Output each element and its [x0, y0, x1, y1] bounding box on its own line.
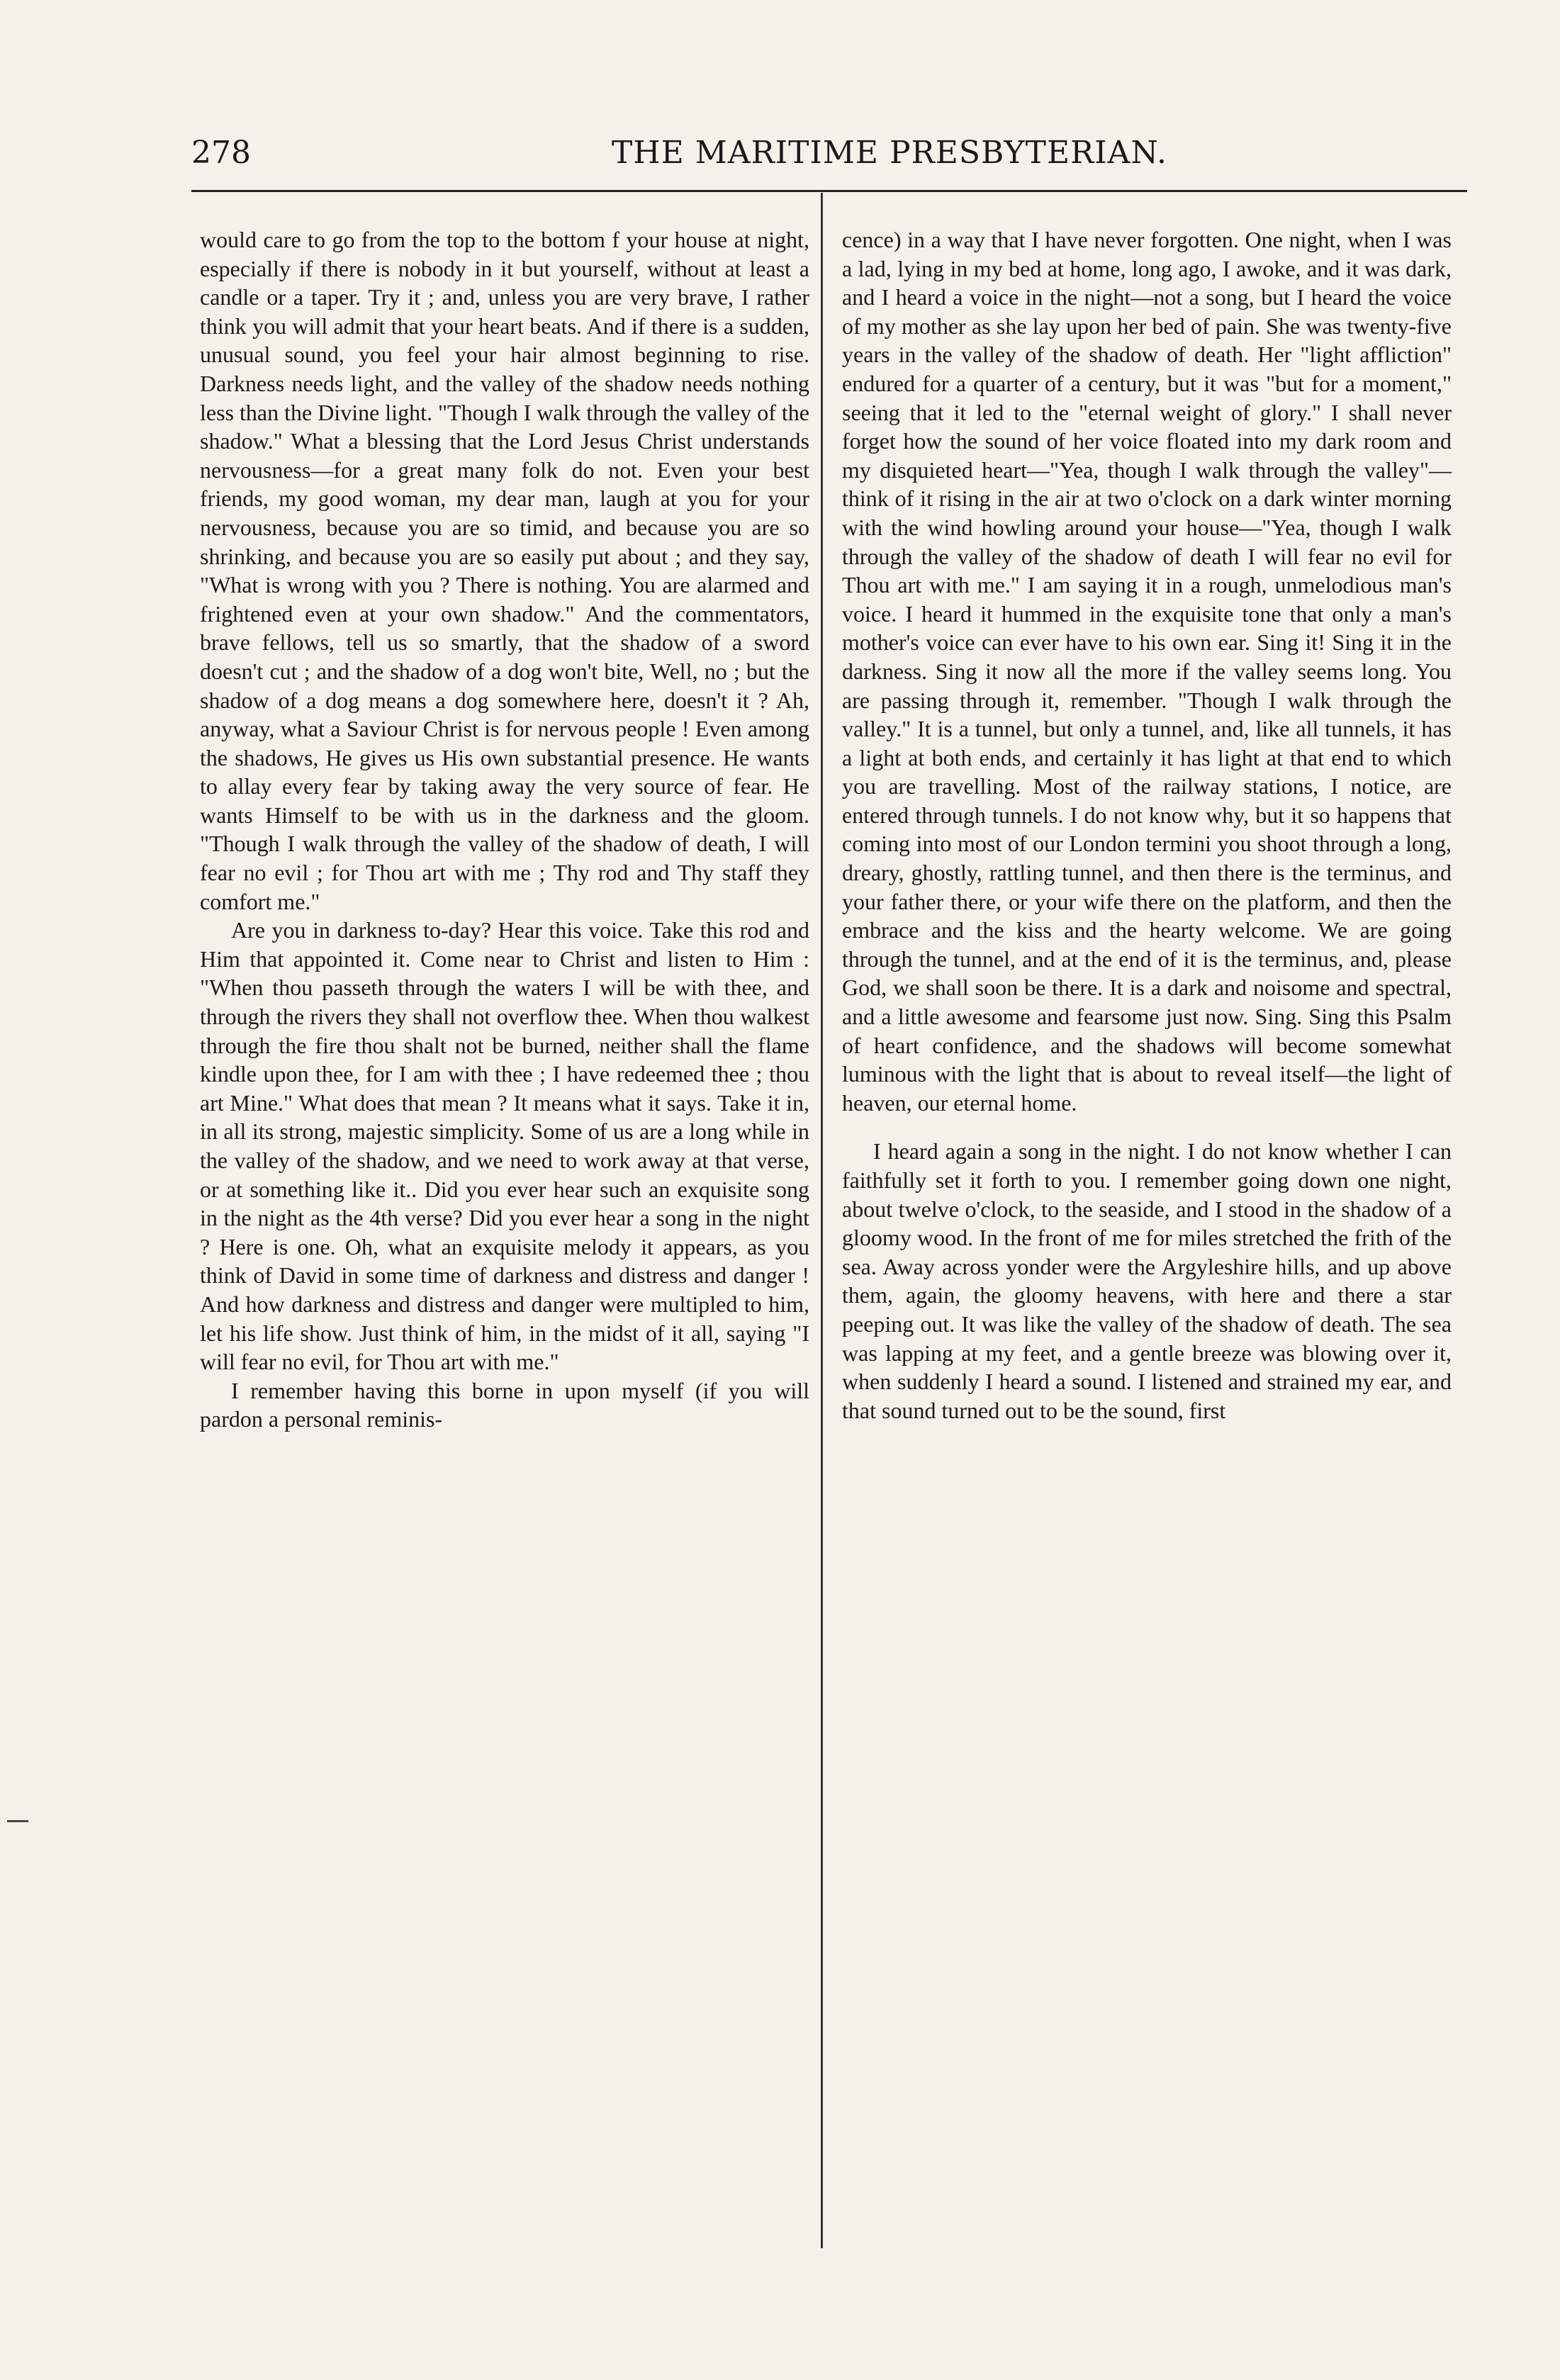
margin-mark [7, 1820, 28, 1822]
page-header [191, 132, 1467, 174]
header-rule [191, 190, 1467, 192]
column-divider [821, 193, 823, 2248]
paragraph: Are you in darkness to-day? Hear this voice. Take this rod and Him that appointed it. Come near to Christ and listen to Him : "When thou passeth through the waters I will be with thee, and through the rivers they shall not overflow thee. When thou walkest through the fire thou shalt not be burned, neither shall the flame kindle upon thee, for I am with thee ; I have redeemed thee ; thou art Mine." What does that mean ? It means what it says. Take it in, in all its strong, majestic simplicity. Some of us are a long while in the valley of the shadow, and we need to work away at that verse, or at something like it.. Did you ever hear such an exquisite song in the night as the 4th verse? Did you ever hear a song in the night ? Here is one. Oh, what an exquisite melody it appears, as you think of David in some time of darkness and distress and danger ! And how darkness and distress and danger were multipled to him, let his life show. Just think of him, in the midst of it all, saying "I will fear no evil, for Thou art with me." [200, 917, 809, 1375]
left-column [200, 225, 809, 1434]
paragraph: would care to go from the top to the bottom f your house at night, especially if there is nobody in it but yourself, without at least a candle or a taper. Try it ; and, unless you are very brave, I rather think you will admit that your heart beats. And if there is a sudden, unusual sound, you feel your hair almost beginning to rise. Darkness needs light, and the valley of the shadow needs nothing less than the Divine light. "Though I walk through the valley of the shadow." What a blessing that the Lord Jesus Christ understands nervousness—for a great many folk do not. Even your best friends, my good woman, my dear man, laugh at you for your nervousness, because you are so timid, and because you are so shrinking, and because you are so easily put about ; and they say, "What is wrong with you ? There is nothing. You are alarmed and frightened even at your own shadow." And the commentators, brave fellows, tell us so smartly, that the shadow of a sword doesn't cut ; and the shadow of a dog won't bite, Well, no ; but the shadow of a dog means a dog somewhere here, doesn't it ? Ah, anyway, what a Saviour Christ is for nervous people ! Even among the shadows, He gives us His own substantial presence. He wants to allay every fear by taking away the very source of fear. He wants Himself to be with us in the darkness and the gloom. "Though I walk through the valley of the shadow of death, I will fear no evil ; for Thou art with me ; Thy rod and Thy staff they comfort me." [200, 227, 809, 914]
paragraph: I remember having this borne in upon myself (if you will pardon a personal reminis- [200, 1377, 809, 1432]
right-column [842, 225, 1452, 1425]
paragraph: I heard again a song in the night. I do not know whether I can faithfully set it forth to you. I remember going down one night, about twelve o'clock, to the seaside, and I stood in the shadow of a gloomy wood. In the front of me for miles stretched the frith of the sea. Away across yonder were the Argyleshire hills, and up above them, again, the gloomy heavens, with here and there a star peeping out. It was like the valley of the shadow of death. The sea was lapping at my feet, and a gentle breeze was blowing over it, when suddenly I heard a sound. I listened and strained my ear, and that sound turned out to be the sound, first [842, 1138, 1452, 1423]
journal-title: THE MARITIME PRESBYTERIAN. [611, 135, 1168, 171]
paragraph: cence) in a way that I have never forgotten. One night, when I was a lad, lying in my bed at home, long ago, I awoke, and it was dark, and I heard a voice in the night—not a song, but I heard the voice of my mother as she lay upon her bed of pain. She was twenty-five years in the valley of the shadow of death. Her "light affliction" endured for a quarter of a century, but it was "but for a moment," seeing that it led to the "eternal weight of glory." I shall never forget how the sound of her voice floated into my dark room and my disquieted heart—"Yea, though I walk through the valley"—think of it rising in the air at two o'clock on a dark winter morning with the wind howling around your house—"Yea, though I walk through the valley of the shadow of death I will fear no evil for Thou art with me." I am saying it in a rough, unmelodious man's voice. I heard it hummed in the exquisite tone that only a man's mother's voice can ever have to his own ear. Sing it! Sing it in the darkness. Sing it now all the more if the valley seems long. You are passing through it, remember. "Though I walk through the valley." It is a tunnel, but only a tunnel, and, like all tunnels, it has a light at both ends, and certainly it has light at that end to which you are travelling. Most of the railway stations, I notice, are entered through tunnels. I do not know why, but it so happens that coming into most of our London termini you shoot through a long, dreary, ghostly, rattling tunnel, and then there is the terminus, and your father there, or your wife there on the platform, and then the embrace and the kiss and the hearty welcome. We are going through the tunnel, and at the end of it is the terminus, and, please God, we shall soon be there. It is a dark and noisome and spectral, and a little awesome and fearsome just now. Sing. Sing this Psalm of heart confidence, and the shadows will become somewhat luminous with the light that is about to reveal itself—the light of heaven, our eternal home. [842, 227, 1452, 1116]
page-number: 278 [191, 135, 251, 171]
